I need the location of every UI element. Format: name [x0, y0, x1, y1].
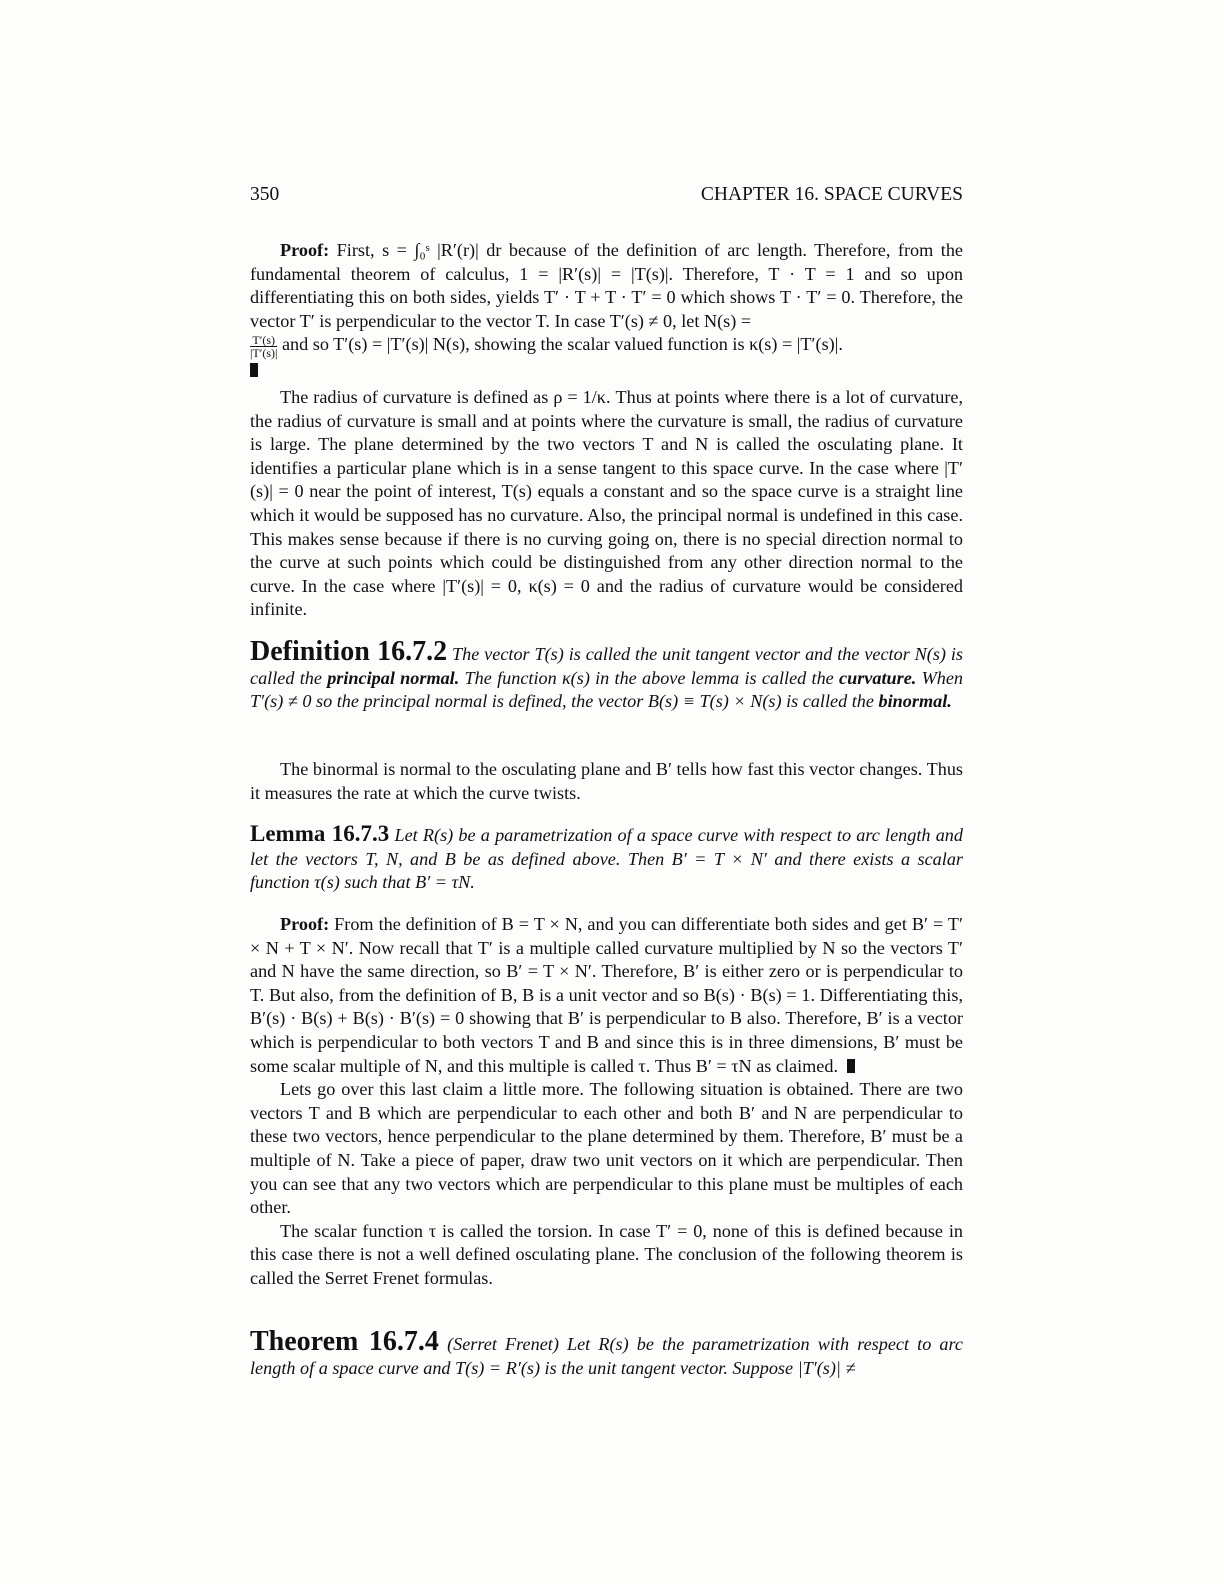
- page-number: 350: [250, 184, 280, 205]
- proof2-text: From the definition of B = T × N, and you can differentiate both sides and get B′ = T′ × N + T × N′. Now recall that T′ is a multiple called curvature multiplied by N so the vectors T′ and N have the same direction, so B′ = T × N′. Therefore, B′ is either zero or is perpendicular to T. But also, from the definition of B, B is a unit vector and so B(s) · B(s) = 1. Differentiating this, B′(s) · B(s) + B(s) · B′(s) = 0 showing that B′ is perpendicular to B also. Therefore, B′ is a vector which is perpendicular to both vectors T and B and since this is in three dimensions, B′ must be some scalar multiple of N, and this multiple is called τ. Thus B′ = τN as claimed.: [250, 914, 963, 1076]
- proof2-paragraph: [250, 913, 963, 1078]
- lemma-block: [250, 822, 963, 895]
- lemma-paragraph: [250, 822, 963, 895]
- fraction: [250, 334, 277, 359]
- definition-block: [250, 636, 964, 714]
- proof-line-5: and so T′(s) = |T′(s)| N(s), showing the scalar valued function is κ(s) = |T′(s)|.: [281, 334, 843, 355]
- proof-line-3: upon differentiating this on both sides, yields T′ · T + T · T′ = 0 which shows T · T′ = 0.: [250, 263, 963, 308]
- theorem-text: (Serret Frenet) Let R(s) be the parametrization with respect to arc length of a space curve and T(s) = R′(s) is the unit tangent vector. Suppose |T′(s)| ≠: [250, 1334, 963, 1378]
- definition-text-2: The function κ(s) in the above lemma is called the: [464, 667, 834, 688]
- term-principal-normal: principal normal.: [327, 667, 460, 688]
- lets-paragraph: Lets go over this last claim a little more. The following situation is obtained. There are two vectors T and B which are perpendicular to each other and both B′ and N are perpendicular to these two vectors, hence perpendicular to the plane determined by them. Therefore, B′ must be a multiple of N. Take a piece of paper, draw two unit vectors on it which are perpendicular. Then you can see that any two vectors which are perpendicular to this plane must be multiples of each other.: [250, 1079, 963, 1218]
- proof2-label: Proof:: [280, 914, 330, 934]
- definition-heading: Definition 16.7.2: [250, 636, 448, 667]
- proof-paragraph-end: [250, 333, 963, 382]
- lemma-heading: Lemma 16.7.3: [250, 821, 390, 846]
- chapter-title: CHAPTER 16. SPACE CURVES: [700, 184, 963, 205]
- proof-line-4: Therefore, the vector T′ is perpendicular to the vector T. In case T′(s) ≠ 0, let N(s) =: [250, 287, 963, 331]
- proof-torsion-block: [250, 913, 963, 1291]
- fraction-numerator: T′(s): [250, 334, 277, 347]
- theorem-heading: Theorem 16.7.4: [250, 1326, 439, 1357]
- binormal-paragraph: The binormal is normal to the osculating plane and B′ tells how fast this vector changes. Thus it measures the rate at which the curve twists.: [250, 759, 963, 803]
- radius-paragraph: The radius of curvature is defined as ρ = 1/κ. Thus at points where there is a lot of curvature, the radius of curvature is small and at points where the curvature is small, the radius of curvature is large. The plane determined by the two vectors T and N is called the osculating plane. It identifies a particular plane which is in a sense tangent to this space curve. In the case where |T′(s)| = 0 near the point of interest, T(s) equals a constant and so the space curve is a straight line which it would be supposed has no curvature. Also, the principal normal is undefined in this case. This makes sense because if there is no curving going on, there is no special direction normal to the curve at such points which could be distinguished from any other direction normal to the curve. In the case where |T′(s)| = 0, κ(s) = 0 and the radius of curvature would be considered infinite.: [250, 387, 963, 620]
- torsion-paragraph: The scalar function τ is called the torsion. In case T′ = 0, none of this is defined because in this case there is not a well defined osculating plane. The conclusion of the following theorem is called the Serret Frenet formulas.: [250, 1220, 963, 1288]
- term-curvature: curvature.: [839, 667, 917, 688]
- term-binormal: binormal.: [878, 691, 952, 712]
- theorem-block: [250, 1326, 963, 1380]
- definition-text-1: The vector T(s) is called the unit tangent vector and the vector N(s) is called the: [250, 644, 964, 688]
- definition-paragraph: [250, 636, 964, 714]
- definition-text-3: When T′(s) ≠ 0 so the principal normal is defined, the vector B(s) ≡ T(s) × N(s) is called the: [250, 667, 963, 712]
- radius-of-curvature-block: [250, 386, 963, 622]
- theorem-paragraph: [250, 1326, 963, 1380]
- proof-label: Proof:: [280, 240, 330, 260]
- qed-icon: [250, 363, 258, 377]
- proof-paragraph: [250, 239, 963, 333]
- qed-icon: [847, 1059, 855, 1073]
- binormal-block: [250, 758, 963, 805]
- fraction-denominator: |T′(s)|: [250, 345, 278, 360]
- running-header: [250, 184, 963, 206]
- proof-line-2: the fundamental theorem of calculus, 1 = |R′(s)| = |T(s)|. Therefore, T · T = 1 and so: [250, 240, 963, 284]
- proof-line-1: First, s = ∫₀ˢ |R′(r)| dr because of the definition of arc length. Therefore, from: [336, 240, 934, 260]
- proof-curvature: [250, 239, 963, 382]
- lemma-text: Let R(s) be a parametrization of a space curve with respect to arc length and let the vectors T, N, and B be as defined above. Then B′ = T × N′ and there exists a scalar function τ(s) such that B′ = τN.: [250, 825, 963, 893]
